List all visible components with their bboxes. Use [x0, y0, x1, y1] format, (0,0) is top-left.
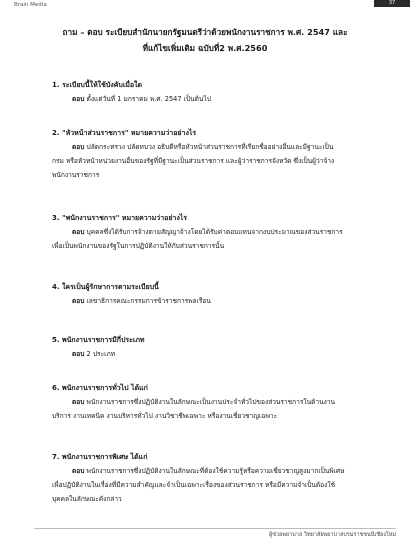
qa-section-3 — [52, 211, 374, 253]
answer-label: ตอบ — [72, 143, 85, 151]
question: 5. พนักงานราชการมีกี่ประเภท — [52, 336, 145, 344]
qa-section-5 — [52, 333, 374, 361]
question: 4. ใครเป็นผู้รักษาการตามระเบียบนี้ — [52, 283, 159, 291]
answer-continued: บุคคลในลักษณะดังกล่าว — [52, 495, 122, 503]
question: 3. "พนักงานราชการ" หมายความว่าอย่างไร — [52, 214, 188, 222]
qa-section-7 — [52, 450, 374, 506]
page-number: 37 — [374, 0, 410, 7]
answer-continued: บริการ งานเทคนิค งานบริหารทั่วไป งานวิชาชีพเฉพาะ หรืองานเชี่ยวชาญเฉพาะ — [52, 412, 278, 420]
answer-continued: พนักงานราชการ — [52, 171, 100, 179]
title-line-1: ถาม – ตอบ ระเบียบสำนักนายกรัฐมนตรีว่าด้วยพนักงานราชการ พ.ศ. 2547 และ — [62, 27, 348, 37]
answer-text: 2 ประเภท — [86, 350, 116, 358]
brand-name: Brain Media — [14, 2, 47, 8]
answer-continued: เพื่อเป็นพนักงานของรัฐในการปฏิบัติงานให้กับส่วนราชการนั้น — [52, 242, 225, 250]
qa-section-2 — [52, 126, 374, 182]
answer-label: ตอบ — [72, 95, 85, 103]
answer-label: ตอบ — [72, 228, 85, 236]
answer-text: พนักงานราชการซึ่งปฏิบัติงานในลักษณะเป็นงานประจำทั่วไปของส่วนราชการในด้านงาน — [86, 398, 336, 406]
answer-text: เลขาธิการคณะกรรมการข้าราชการพลเรือน — [86, 297, 211, 305]
answer-label: ตอบ — [72, 350, 85, 358]
footer-divider — [34, 528, 396, 529]
page-header — [0, 0, 410, 12]
answer-continued: เพื่อปฏิบัติงานในเรื่องที่มีความสำคัญและจำเป็นเฉพาะเรื่องของส่วนราชการ หรือมีความจำเป็นต้องใช้ — [52, 481, 336, 489]
answer-label: ตอบ — [72, 467, 85, 475]
title-line-2: ที่แก้ไขเพิ่มเติม ฉบับที่2 พ.ศ.2560 — [142, 43, 268, 53]
answer-text: ปลัดกระทรวง ปลัดทบวง อธิบดีหรือหัวหน้าส่วนราชการที่เรียกชื่ออย่างอื่นและมีฐานะเป็น — [86, 143, 334, 151]
answer-text: ตั้งแต่วันที่ 1 มกราคม พ.ศ. 2547 เป็นต้นไป — [86, 95, 211, 103]
answer-text: บุคคลซึ่งได้รับการจ้างตามสัญญาจ้างโดยได้รับค่าตอบแทนจากงบประมาณของส่วนราชการ — [86, 228, 343, 236]
answer-text: พนักงานราชการซึ่งปฏิบัติงานในลักษณะที่ต้องใช้ความรู้หรือความเชี่ยวชาญสูงมากเป็นพิเศษ — [86, 467, 345, 475]
question: 1. ระเบียบนี้ให้ใช้บังคับเมื่อใด — [52, 81, 143, 89]
answer-label: ตอบ — [72, 398, 85, 406]
question: 6. พนักงานราชการทั่วไป ได้แก่ — [52, 384, 148, 392]
question: 7. พนักงานราชการพิเศษ ได้แก่ — [52, 453, 148, 461]
answer-continued: กรม หรือหัวหน้าหน่วยงานอื่นของรัฐที่มีฐานะเป็นส่วนราชการ และผู้ว่าราชการจังหวัด ซึ่งเป็นผู้ว่าจ้าง — [52, 157, 335, 165]
qa-section-6 — [52, 381, 374, 423]
question: 2. "หัวหน้าส่วนราชการ" หมายความว่าอย่างไร — [52, 129, 197, 137]
document-title — [40, 24, 370, 56]
qa-section-4 — [52, 280, 374, 308]
qa-section-1 — [52, 78, 374, 106]
answer-label: ตอบ — [72, 297, 85, 305]
page-footer: ผู้ช่วยพยาบาล วิทยาลัยพยาบาลบรมราชชนนีเชียงใหม่ — [269, 532, 396, 538]
